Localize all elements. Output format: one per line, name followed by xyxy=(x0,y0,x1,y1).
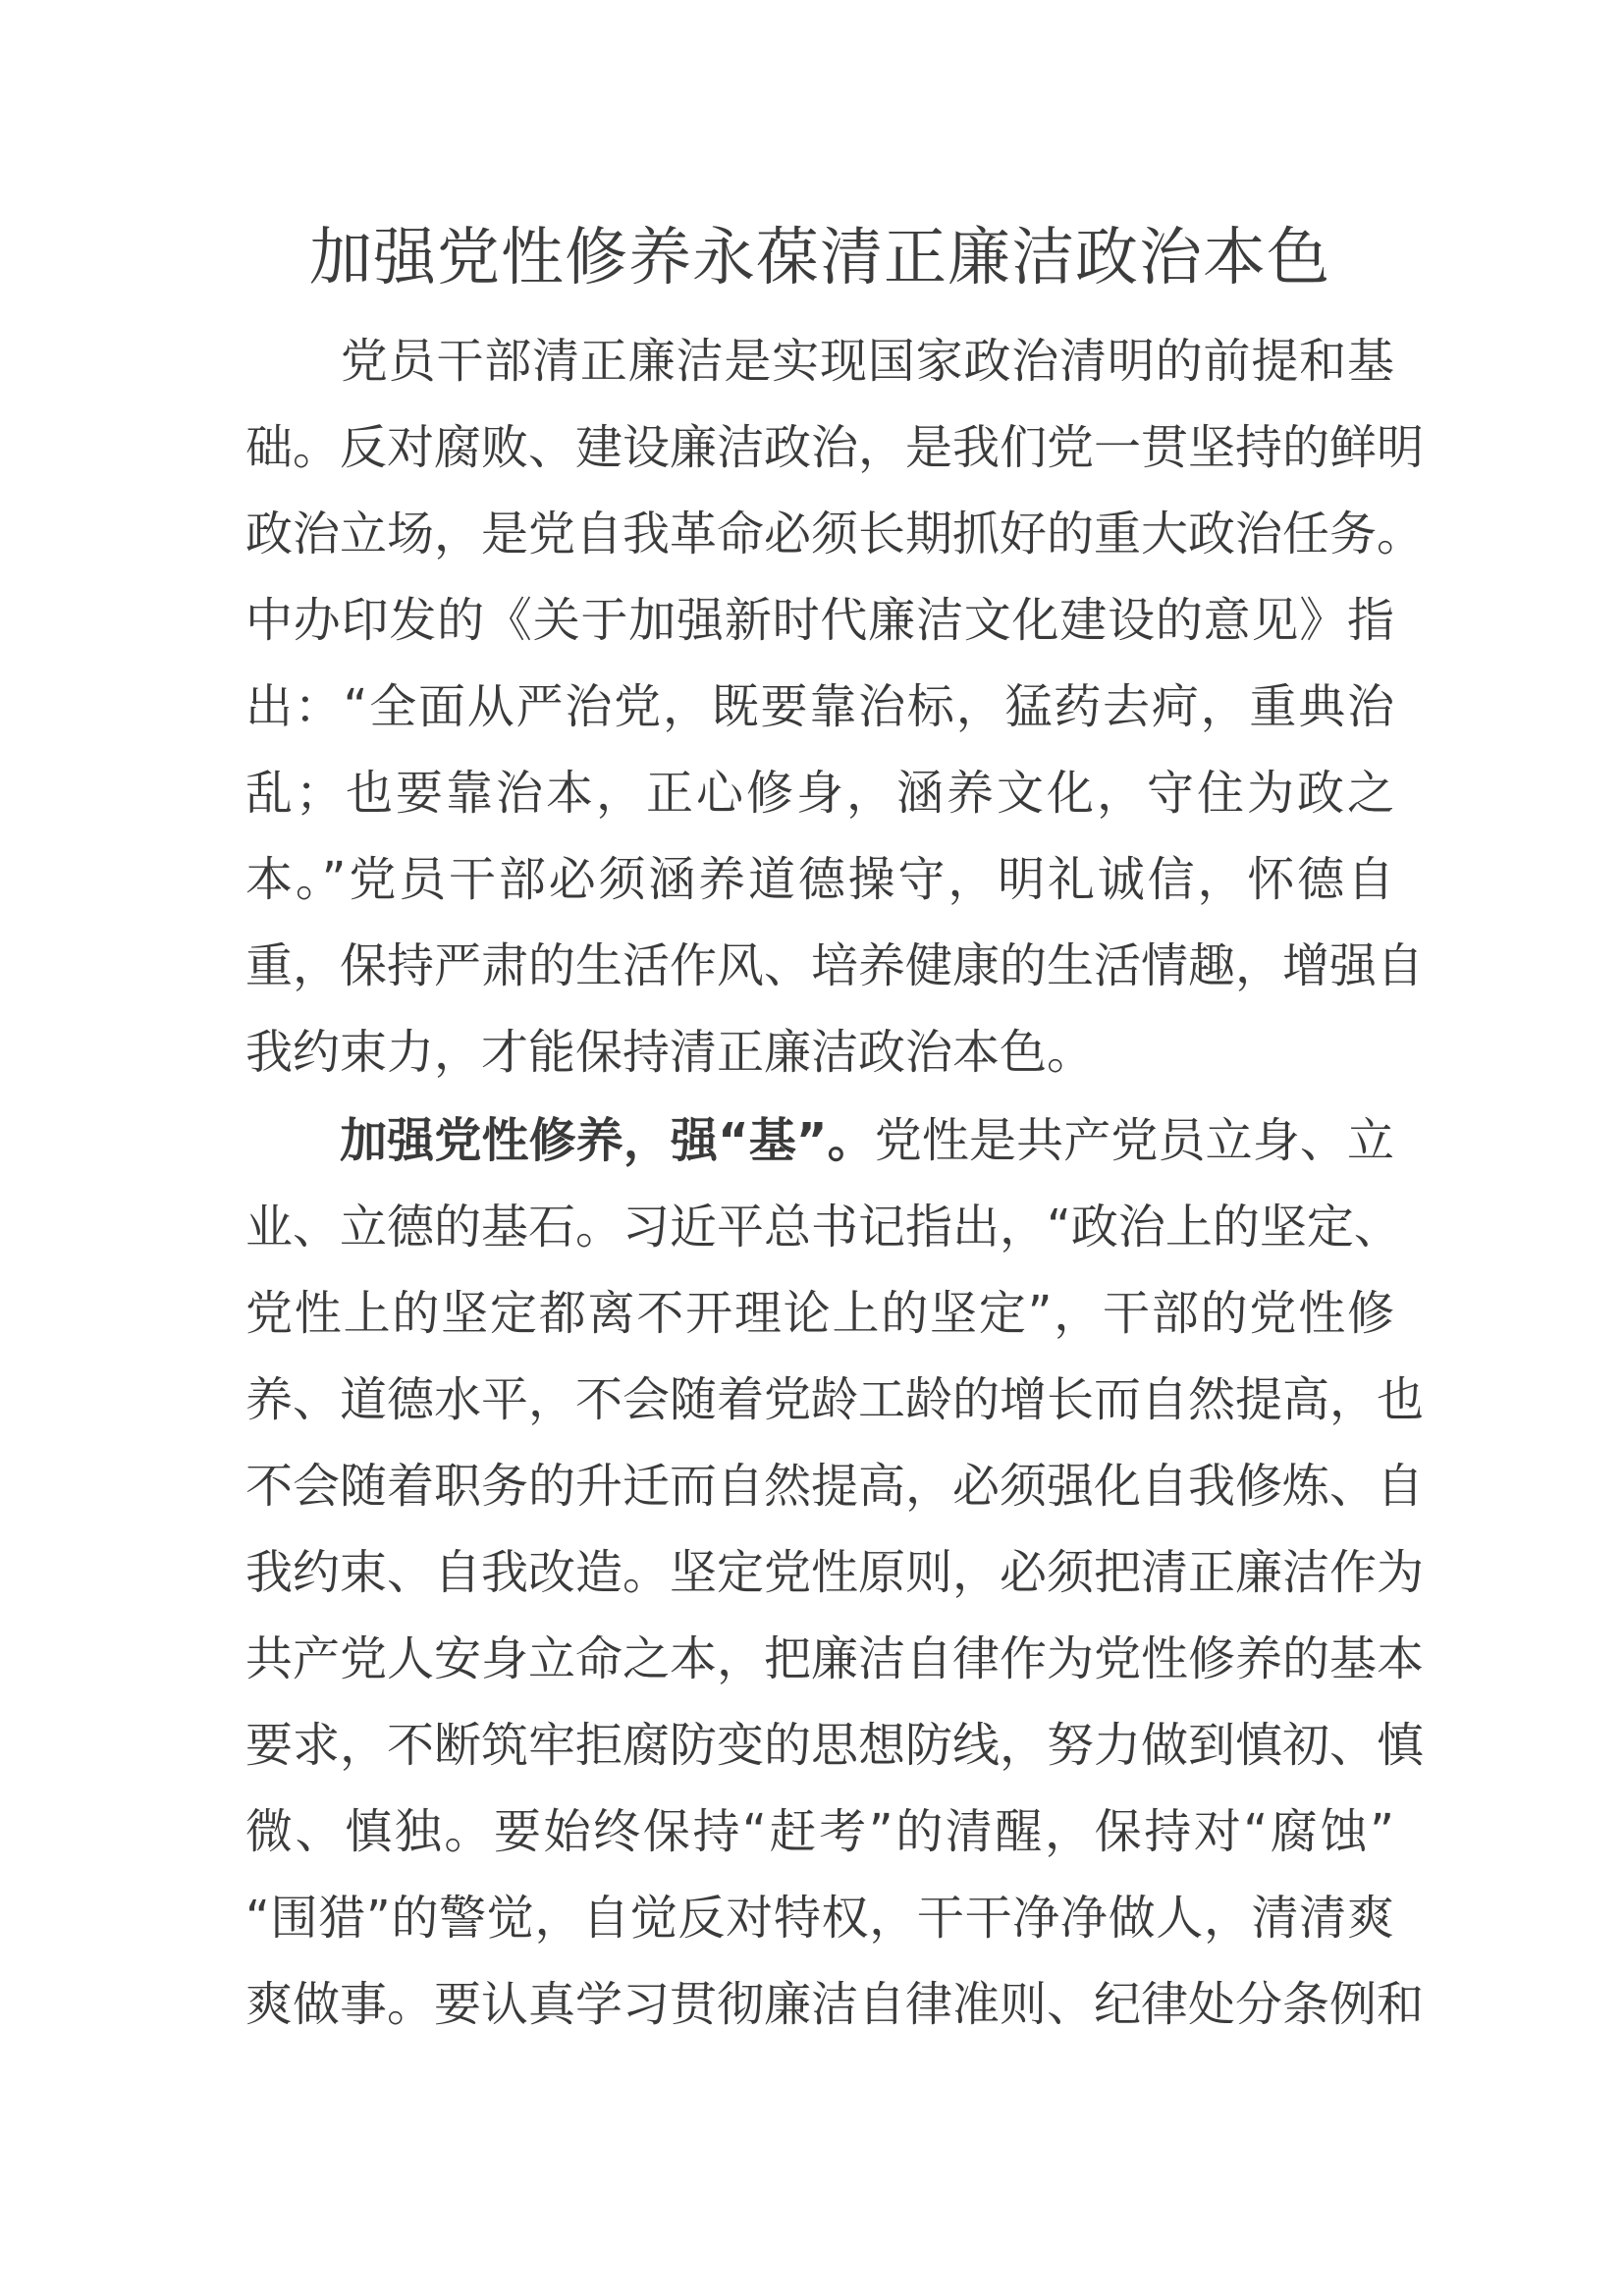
paragraph-1-line-1 xyxy=(245,318,1394,404)
paragraph-2-line-6: 我约束、自我改造。坚定党性原则，必须把清正廉洁作为 xyxy=(245,1545,1425,1600)
paragraph-2-line-4: 养、道德水平，不会随着党龄工龄的增长而自然提高，也 xyxy=(245,1372,1425,1427)
paragraph-1-line-6: 乱；也要靠治本，正心修身，涵养文化，守住为政之 xyxy=(245,766,1394,821)
paragraph-1-line-5: 出：“全面从严治党，既要靠治标，猛药去疴，重典治 xyxy=(245,679,1394,734)
paragraph-2-line-1 xyxy=(245,1097,1394,1184)
paragraph-1-line-8: 重，保持严肃的生活作风、培养健康的生活情趣，增强自 xyxy=(245,938,1425,993)
paragraph-2-line-5: 不会随着职务的升迁而自然提高，必须强化自我修炼、自 xyxy=(245,1459,1425,1514)
line-text: 党员干部清正廉洁是实现国家政治清明的前提和基 xyxy=(340,334,1394,389)
paragraph-2-line-3: 党性上的坚定都离不开理论上的坚定”，干部的党性修 xyxy=(245,1286,1394,1341)
paragraph-2-line-10: “围猎”的警觉，自觉反对特权，干干净净做人，清清爽 xyxy=(245,1891,1394,1946)
paragraph-1-line-3: 政治立场，是党自我革命必须长期抓好的重大政治任务。 xyxy=(245,507,1425,561)
paragraph-2-line-2: 业、立德的基石。习近平总书记指出，“政治上的坚定、 xyxy=(245,1200,1401,1255)
paragraph-1-line-7: 本。”党员干部必须涵养道德操守，明礼诚信，怀德自 xyxy=(245,852,1394,907)
paragraph-2-line-9: 微、慎独。要始终保持“赶考”的清醒，保持对“腐蚀” xyxy=(245,1804,1394,1859)
paragraph-2-line-7: 共产党人安身立命之本，把廉洁自律作为党性修养的基本 xyxy=(245,1631,1425,1686)
paragraph-1-line-9: 我约束力，才能保持清正廉洁政治本色。 xyxy=(245,1025,1095,1080)
paragraph-2-line-8: 要求，不断筑牢拒腐防变的思想防线，努力做到慎初、慎 xyxy=(245,1718,1425,1773)
paragraph-2-line-11: 爽做事。要认真学习贯彻廉洁自律准则、纪律处分条例和 xyxy=(245,1977,1425,2032)
paragraph-2-heading: 加强党性修养，强“基”。 xyxy=(340,1113,875,1168)
paragraph-1-line-4: 中办印发的《关于加强新时代廉洁文化建设的意见》指 xyxy=(245,593,1394,648)
line-text: 党性是共产党员立身、立 xyxy=(874,1113,1394,1168)
document-title: 加强党性修养永葆清正廉洁政治本色 xyxy=(309,222,1330,294)
paragraph-1-line-2: 础。反对腐败、建设廉洁政治，是我们党一贯坚持的鲜明 xyxy=(245,420,1425,475)
